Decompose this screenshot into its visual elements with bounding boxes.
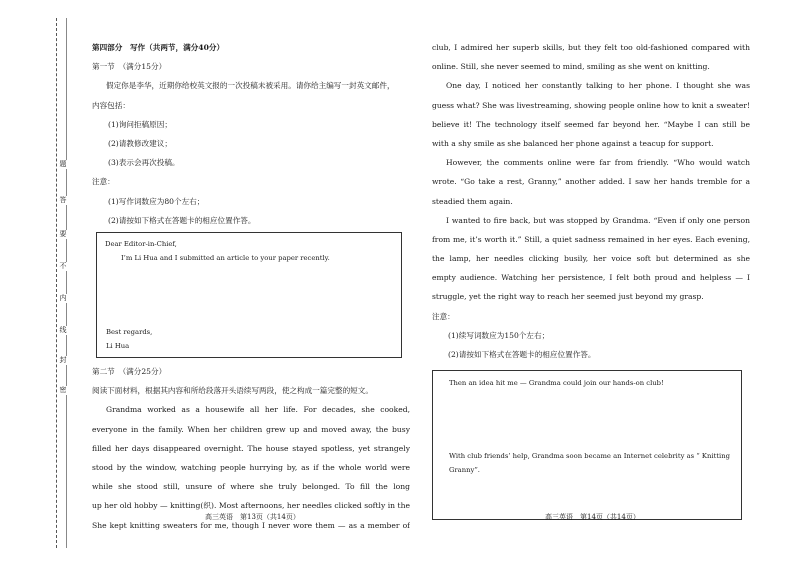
binding-char: 答 xyxy=(59,196,67,204)
binding-dashed-line xyxy=(56,18,57,548)
binding-char: 线 xyxy=(59,326,67,334)
story-line: everyone in the family. When her children grew up and moved away, the busy xyxy=(92,424,410,434)
binding-solid-line xyxy=(66,18,67,548)
task-line: 假定你是李华，近期你给校英文报的一次投稿未被采用。请你给主编写一封英文邮件， xyxy=(106,81,395,91)
story-line: stood by the window, watching people hurrying by, as if the whole world were xyxy=(92,463,410,472)
binding-char: 封 xyxy=(59,356,67,364)
letter-greeting: Dear Editor-in-Chief, xyxy=(105,240,177,249)
letter-name: Li Hua xyxy=(106,342,130,351)
story-line: I wanted to fire back, but was stopped by Grandma. “Even if only one person xyxy=(446,215,750,225)
note-item: (2)请按如下格式在答题卡的相应位置作答。 xyxy=(448,350,596,360)
binding-margin xyxy=(0,0,72,566)
story-line: steadied them again. xyxy=(432,196,513,206)
story-line: with a shy smile as she balanced her phone against a teacup for support. xyxy=(432,138,714,148)
note-item: (1)写作词数应为80个左右； xyxy=(108,196,205,206)
binding-char: 不 xyxy=(59,262,67,270)
story-line: club, I admired her superb skills, but they felt too old-fashioned compared with xyxy=(432,43,750,52)
story-line: Grandma worked as a housewife all her life. For decades, she cooked, xyxy=(106,405,410,415)
note-label: 注意： xyxy=(432,311,455,321)
page-13-column xyxy=(92,38,410,535)
continuation-answer-box xyxy=(432,370,742,520)
page-footer-13: 高三英语 第13页（共14页） xyxy=(205,513,300,521)
letter-signature xyxy=(106,325,152,353)
binding-char: 题 xyxy=(59,160,67,168)
note-item: (2)请按如下格式在答题卡的相应位置作答。 xyxy=(108,215,256,225)
section1-title: 第一节 （满分15分） xyxy=(92,62,167,72)
story-line: However, the comments online were far from friendly. “Who would watch xyxy=(446,158,750,168)
story-line: from me, it’s worth it.” Still, a quiet sadness remained in her eyes. Each evening, xyxy=(432,234,750,244)
task-item: (2)请教修改建议； xyxy=(108,139,172,149)
story-line: She kept knitting sweaters for me, though I never wore them — as a member of xyxy=(92,520,410,530)
box-paragraph-2-opening: With club friends’ help, Grandma soon became an Internet celebrity as “ Knitting Granny”. xyxy=(449,452,730,475)
task-line: 内容包括： xyxy=(92,100,130,110)
note-label: 注意： xyxy=(92,177,115,187)
story-line: the lamp, her needles clicking busily, her voice soft but determined as she xyxy=(432,254,750,264)
story-line: wrote. “Go take a rest, Granny,” another added. I saw her hands tremble for a xyxy=(432,177,750,187)
binding-char: 内 xyxy=(59,294,67,302)
box-paragraph-1-opening: Then an idea hit me — Grandma could join our hands-on club! xyxy=(449,379,664,388)
story-line: up her old hobby — knitting(织). Most afternoons, her needles clicked softly in the xyxy=(92,501,410,511)
part4-title: 第四部分 写作（共两节，满分40分） xyxy=(92,43,225,52)
story-line: guess what? She was livestreaming, showing people online how to knit a sweater! xyxy=(432,100,750,110)
story-line: believe it! The technology itself seemed far beyond her. “Maybe I can still be xyxy=(432,119,750,129)
letter-closing: Best regards, xyxy=(106,328,153,337)
task-item: (3)表示会再次投稿。 xyxy=(108,158,180,168)
page-14-column xyxy=(432,38,750,520)
letter-answer-box xyxy=(96,232,402,358)
story-line: struggle, yet the right way to reach her seemed just beyond my grasp. xyxy=(432,292,704,302)
section2-instruction: 阅读下面材料，根据其内容和所给段落开头语续写两段，使之构成一篇完整的短文。 xyxy=(92,386,373,396)
task-item: (1)询问拒稿原因； xyxy=(108,119,172,129)
binding-char: 密 xyxy=(59,386,67,394)
letter-first-line: I’m Li Hua and I submitted an article to your paper recently. xyxy=(121,254,330,263)
note-item: (1)续写词数应为150个左右； xyxy=(448,330,550,340)
story-line: empty audience. Watching her persistence, I felt both proud and helpless — I xyxy=(432,273,750,283)
section2-title: 第二节 （满分25分） xyxy=(92,367,167,377)
page-footer-14: 高三英语 第14页（共14页） xyxy=(545,513,640,521)
story-line: online. Still, she never seemed to mind, smiling as she went on knitting. xyxy=(432,62,710,72)
binding-char: 要 xyxy=(59,230,67,238)
story-line: One day, I noticed her constantly talking to her phone. I thought she was xyxy=(446,81,750,91)
story-line: filled her days disappeared overnight. The house stayed spotless, yet strangely xyxy=(92,443,410,453)
story-line: while she stood still, unsure of where she truly belonged. To fill the long xyxy=(92,482,410,492)
